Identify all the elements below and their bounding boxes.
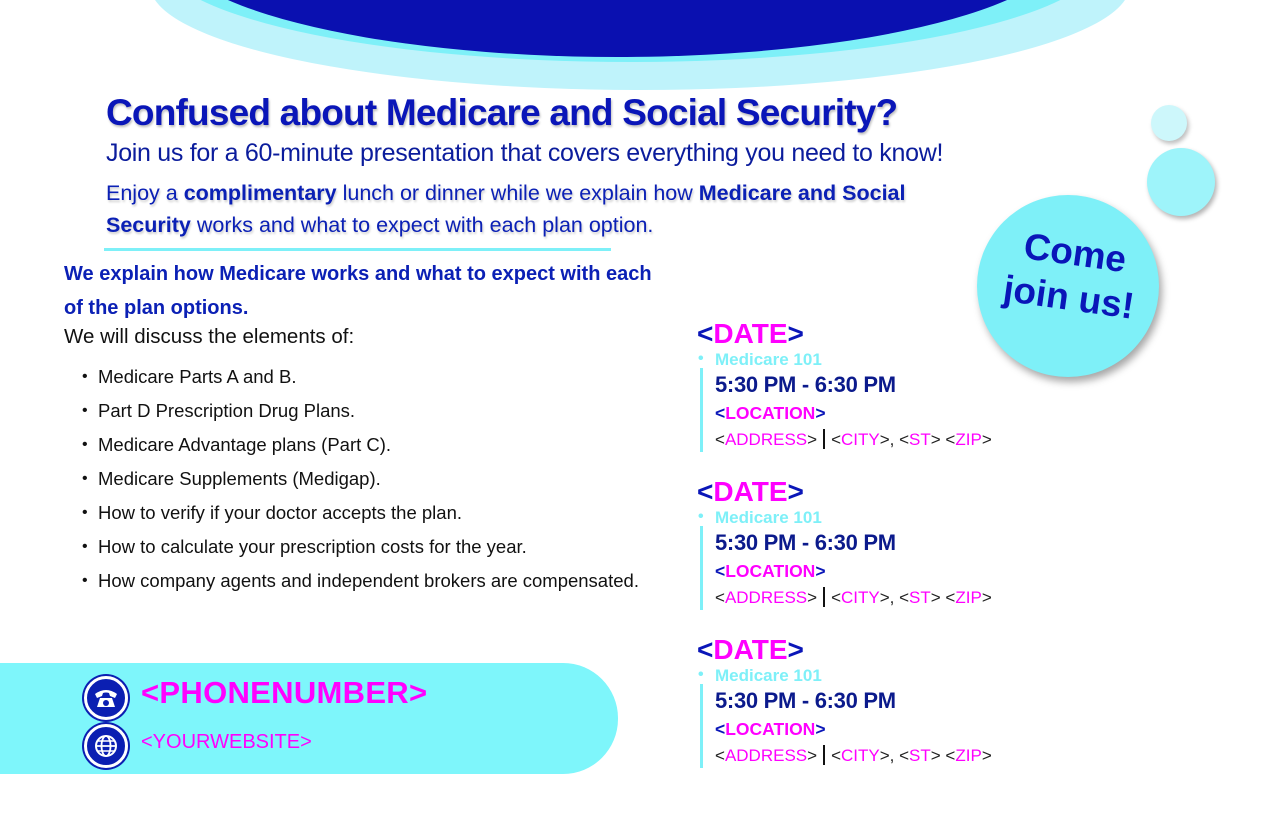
subheadline: Join us for a 60-minute presentation that covers everything you need to know! [106, 139, 944, 167]
event-block-1 [697, 318, 1097, 454]
enjoy-text-1: Enjoy a [106, 181, 184, 205]
event-address: <ADDRESS> <CITY>, <ST> <ZIP> [715, 588, 992, 607]
event-address: <ADDRESS> <CITY>, <ST> <ZIP> [715, 430, 992, 449]
event-details [697, 666, 1097, 770]
list-item: • Medicare Supplements (Medigap). [82, 464, 642, 494]
divider-rule [104, 248, 611, 251]
list-item: • Medicare Parts A and B. [82, 362, 642, 392]
discuss-label: We will discuss the elements of: [64, 325, 355, 348]
event-details [697, 508, 1097, 612]
enjoy-bold-2: Medicare and Social Security [106, 181, 906, 237]
enjoy-paragraph [106, 177, 916, 241]
list-item: • How company agents and independent brokers are compensated. [82, 566, 642, 595]
event-time: 5:30 PM - 6:30 PM [715, 530, 896, 555]
event-time: 5:30 PM - 6:30 PM [715, 372, 896, 397]
enjoy-text-3: works and what to expect with each plan option. [190, 213, 654, 237]
enjoy-text-2: lunch or dinner while we explain how [336, 181, 699, 205]
list-item: • Medicare Advantage plans (Part C). [82, 430, 642, 460]
event-title: • Medicare 101 [715, 508, 1097, 528]
decor-bubble-medium [1147, 148, 1215, 216]
list-item: • Part D Prescription Drug Plans. [82, 396, 642, 426]
event-title: • Medicare 101 [715, 350, 1097, 370]
decor-bubble-small [1151, 105, 1187, 141]
phone-number[interactable]: <PHONENUMBER> [141, 675, 428, 710]
headline: Confused about Medicare and Social Security? [106, 92, 898, 133]
globe-icon [84, 724, 128, 768]
event-date: <DATE> [697, 476, 804, 507]
event-details [697, 350, 1097, 454]
enjoy-bold-1: complimentary [183, 181, 337, 205]
callout-line-1: Come [1021, 225, 1129, 281]
event-block-2 [697, 476, 1097, 612]
list-item: • How to calculate your prescription costs for the year. [82, 532, 642, 562]
website-link[interactable]: <YOURWEBSITE> [141, 731, 312, 753]
list-item: • How to verify if your doctor accepts the plan. [82, 498, 642, 528]
event-location: <LOCATION> [715, 561, 826, 581]
phone-icon [84, 676, 128, 720]
event-location: <LOCATION> [715, 403, 826, 423]
callout-line-2: join us! [1000, 267, 1137, 327]
event-title: • Medicare 101 [715, 666, 1097, 686]
event-date: <DATE> [697, 634, 804, 665]
topics-list [82, 362, 642, 599]
event-date: <DATE> [697, 318, 804, 349]
event-time: 5:30 PM - 6:30 PM [715, 688, 896, 713]
intro-text: We explain how Medicare works and what to expect with each of the plan options. [64, 263, 652, 319]
event-address: <ADDRESS> <CITY>, <ST> <ZIP> [715, 746, 992, 765]
event-block-3 [697, 634, 1097, 770]
event-location: <LOCATION> [715, 719, 826, 739]
